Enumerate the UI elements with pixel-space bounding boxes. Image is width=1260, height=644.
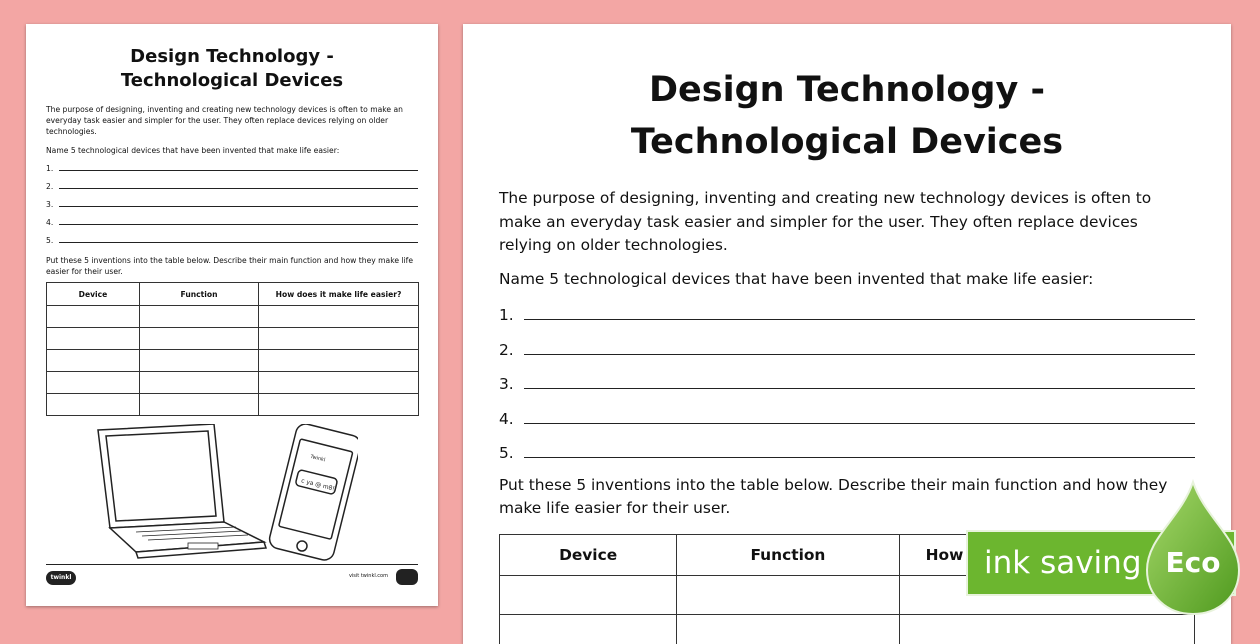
line-number: 5. bbox=[46, 236, 53, 245]
title-line-2: Technological Devices bbox=[46, 69, 418, 93]
question-1: Name 5 technological devices that have been invented that make life easier: bbox=[499, 268, 1195, 290]
answer-line bbox=[46, 155, 418, 173]
line-number: 2. bbox=[46, 182, 53, 191]
line-number: 4. bbox=[46, 218, 53, 227]
question-2: Put these 5 inventions into the table below. Describe their main function and how they make life easier for their user. bbox=[46, 255, 418, 277]
header-how: How bbox=[899, 535, 1194, 576]
header-how: How does it make life easier? bbox=[259, 283, 419, 306]
worksheet-preview-small[interactable] bbox=[26, 24, 438, 606]
answer-line bbox=[499, 290, 1195, 325]
table-row bbox=[47, 394, 419, 416]
intro-paragraph: The purpose of designing, inventing and creating new technology devices is often to make an everyday task easier and simpler for the user. They often replace devices relying on older technologies. bbox=[46, 104, 418, 137]
table-row bbox=[47, 306, 419, 328]
table-row bbox=[500, 615, 1195, 644]
answer-line bbox=[46, 191, 418, 209]
line-number: 3. bbox=[499, 375, 514, 393]
eco-droplet-icon bbox=[1143, 478, 1243, 618]
title-line-1: Design Technology - bbox=[499, 64, 1195, 116]
answer-lines bbox=[499, 290, 1195, 463]
line-number: 4. bbox=[499, 410, 514, 428]
question-2: Put these 5 inventions into the table below. Describe their main function and how they make life easier for their user. bbox=[499, 474, 1195, 520]
ink-saving-label: ink saving bbox=[984, 545, 1142, 581]
answer-lines bbox=[46, 155, 418, 245]
line-number: 1. bbox=[46, 164, 53, 173]
answer-line bbox=[46, 227, 418, 245]
line-number: 1. bbox=[499, 306, 514, 324]
title-line-1: Design Technology - bbox=[46, 45, 418, 69]
line-number: 3. bbox=[46, 200, 53, 209]
answer-line bbox=[499, 324, 1195, 359]
inventions-table bbox=[46, 282, 419, 416]
answer-line bbox=[46, 173, 418, 191]
header-device: Device bbox=[47, 283, 140, 306]
header-function: Function bbox=[677, 535, 899, 576]
answer-line bbox=[499, 359, 1195, 394]
table-header-row bbox=[47, 283, 419, 306]
table-row bbox=[47, 328, 419, 350]
title-line-2: Technological Devices bbox=[499, 116, 1195, 168]
laptop-icon bbox=[98, 424, 266, 558]
line-number: 2. bbox=[499, 341, 514, 359]
header-function: Function bbox=[140, 283, 259, 306]
visit-link[interactable]: visit twinkl.com bbox=[349, 573, 388, 579]
header-device: Device bbox=[500, 535, 677, 576]
smartphone-icon bbox=[267, 424, 358, 562]
twinkl-logo: twinkl bbox=[46, 571, 76, 585]
table-row bbox=[47, 372, 419, 394]
answer-line bbox=[499, 393, 1195, 428]
eco-text: Eco bbox=[1166, 546, 1221, 579]
worksheet-title bbox=[499, 64, 1195, 168]
laptop-phone-illustration bbox=[96, 424, 358, 564]
phone-message-text: c ya @ m8! bbox=[300, 477, 335, 492]
answer-line bbox=[499, 428, 1195, 463]
intro-paragraph: The purpose of designing, inventing and creating new technology devices is often to make an everyday task easier and simpler for the user. They often replace devices relying on older technologies. bbox=[499, 187, 1195, 258]
worksheet-title bbox=[46, 45, 418, 93]
line-number: 5. bbox=[499, 444, 514, 462]
question-1: Name 5 technological devices that have been invented that make life easier: bbox=[46, 146, 418, 155]
table-row bbox=[47, 350, 419, 372]
worksheet-footer bbox=[46, 564, 418, 595]
answer-line bbox=[46, 209, 418, 227]
phone-screen-text: Twinkl bbox=[309, 454, 326, 464]
twinkl-badge-icon bbox=[396, 569, 418, 585]
